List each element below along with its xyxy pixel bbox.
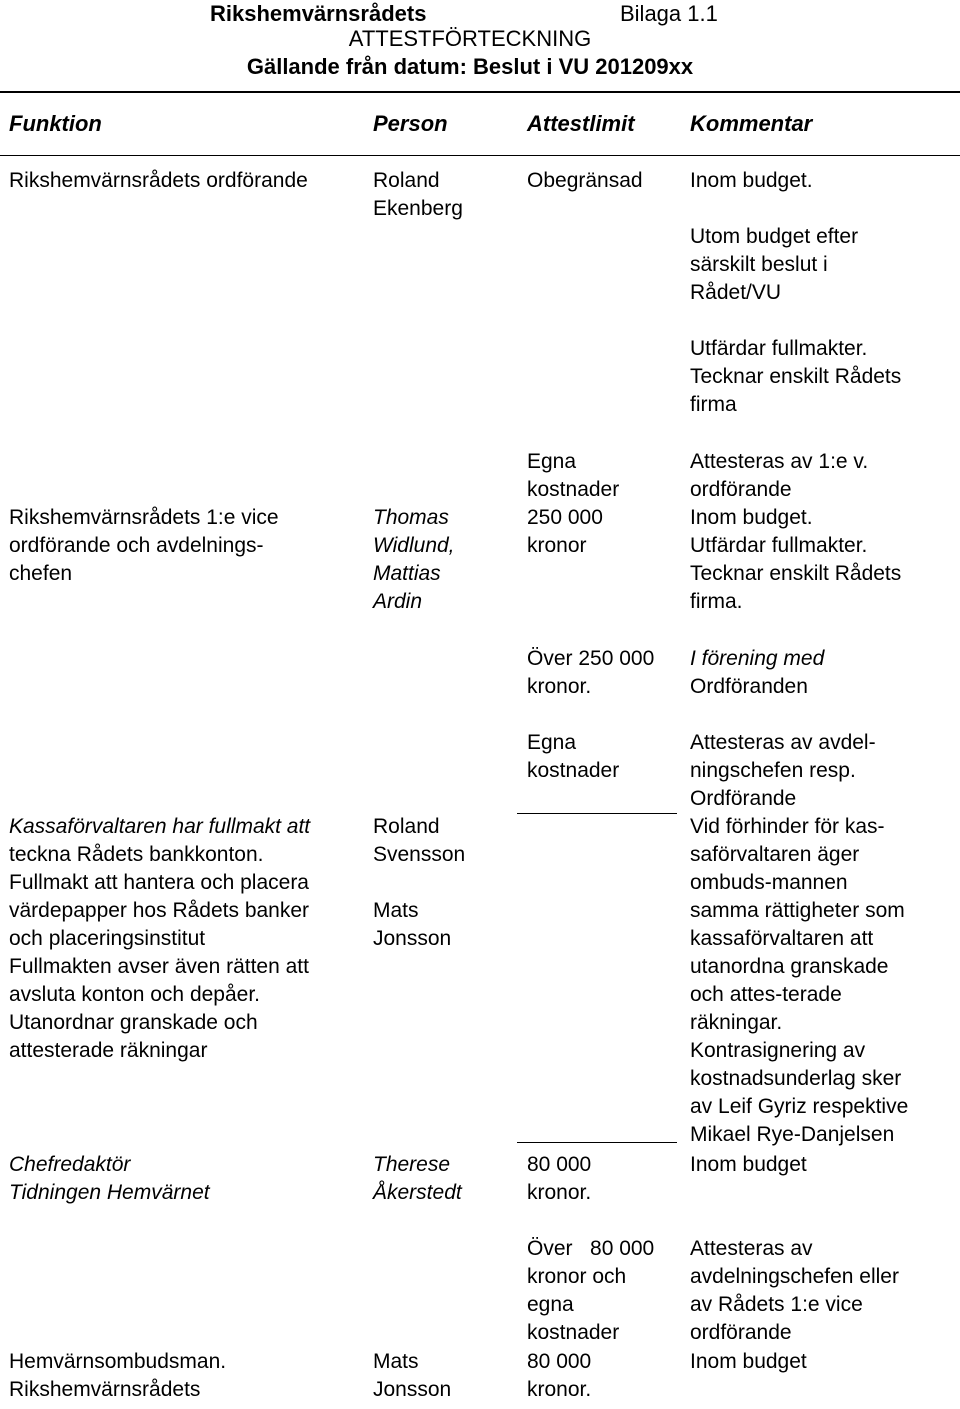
person-line: Widlund, (373, 534, 455, 557)
column-header-function: Funktion (9, 111, 102, 136)
limit-bottom-rule (517, 1142, 677, 1143)
function-line: Rikshemvärnsrådets (9, 1378, 201, 1401)
limit-line: kostnader (527, 759, 620, 782)
comment-line: Ordförande (690, 787, 797, 810)
person-line: Ekenberg (373, 197, 463, 220)
comment-line: firma (690, 393, 737, 416)
limit-line: 80 000 (527, 1350, 592, 1373)
limit-line: kronor (527, 534, 587, 557)
comment-line: Inom budget (690, 1153, 807, 1176)
function-line: chefen (9, 562, 73, 585)
limit-line: egna (527, 1293, 574, 1316)
comment-line: Attesteras av (690, 1237, 813, 1260)
comment-line: Attesteras av avdel- (690, 731, 876, 754)
limit-top-rule (517, 813, 677, 814)
comment-line: Vid förhinder för kas- (690, 815, 885, 838)
person-line: Ardin (373, 590, 423, 613)
person-line: Mattias (373, 562, 441, 585)
comment-line: firma. (690, 590, 743, 613)
column-header-comment: Kommentar (690, 111, 813, 136)
comment-line: Inom budget. (690, 506, 813, 529)
document-title: ATTESTFÖRTECKNING (348, 26, 592, 51)
comment-line: saförvaltaren äger (690, 843, 860, 866)
comment-line: Inom budget. (690, 169, 813, 192)
document-subtitle: Gällande från datum: Beslut i VU 201209xx (246, 54, 694, 79)
comment-line: Tecknar enskilt Rådets (690, 562, 902, 585)
limit-line: kronor. (527, 1378, 592, 1401)
person-line: Therese (373, 1153, 451, 1176)
limit-line: kronor. (527, 675, 592, 698)
comment-line: räkningar. (690, 1011, 783, 1034)
comment-line: Mikael Rye-Danjelsen (690, 1123, 895, 1146)
person-line: Roland (373, 169, 440, 192)
limit-line: Egna (527, 450, 577, 473)
comment-line: och attes-terade (690, 983, 842, 1006)
function-line: attesterade räkningar (9, 1039, 208, 1062)
table-top-rule (0, 91, 960, 93)
person-line: Roland (373, 815, 440, 838)
comment-line: ombuds-mannen (690, 871, 848, 894)
function-line: Fullmakten avser även rätten att (9, 955, 309, 978)
comment-line: Tecknar enskilt Rådets (690, 365, 902, 388)
comment-line: ordförande (690, 478, 792, 501)
person-line: Mats (373, 1350, 419, 1373)
function-line: Tidningen Hemvärnet (9, 1181, 210, 1204)
comment-line: avdelningschefen eller (690, 1265, 899, 1288)
comment-line: av Leif Gyriz respektive (690, 1095, 909, 1118)
comment-line: utanordna granskade (690, 955, 889, 978)
function-line: Utanordnar granskade och (9, 1011, 258, 1034)
comment-line: samma rättigheter som (690, 899, 905, 922)
person-line: Jonsson (373, 1378, 452, 1401)
header-bottom-rule (0, 155, 960, 156)
function-cell: Rikshemvärnsrådets ordförande (9, 169, 308, 192)
comment-line: Utfärdar fullmakter. (690, 337, 868, 360)
function-line: Chefredaktör (9, 1153, 131, 1176)
comment-line: kostnadsunderlag sker (690, 1067, 902, 1090)
function-line: avsluta konton och depåer. (9, 983, 261, 1006)
function-line: Rikshemvärnsrådets 1:e vice (9, 506, 279, 529)
limit-line: Över 80 000 (527, 1237, 655, 1260)
person-line: Svensson (373, 843, 466, 866)
person-line: Thomas (373, 506, 449, 529)
limit-line: 80 000 (527, 1153, 592, 1176)
comment-line: Utom budget efter (690, 225, 859, 248)
function-line: och placeringsinstitut (9, 927, 206, 950)
person-line: Jonsson (373, 927, 452, 950)
limit-line: kostnader (527, 478, 620, 501)
person-line: Åkerstedt (373, 1181, 462, 1204)
limit-line: Över 250 000 (527, 647, 655, 670)
limit-line: Egna (527, 731, 577, 754)
limit-line: kostnader (527, 1321, 620, 1344)
attachment-label: Bilaga 1.1 (620, 1, 718, 26)
limit-line: kronor. (527, 1181, 592, 1204)
comment-line: I förening med (690, 647, 825, 670)
comment-line: Attesteras av 1:e v. (690, 450, 869, 473)
comment-line: Inom budget (690, 1350, 807, 1373)
function-line: värdepapper hos Rådets banker (9, 899, 310, 922)
comment-line: Kontrasignering av (690, 1039, 866, 1062)
comment-line: ningschefen resp. (690, 759, 856, 782)
org-name: Rikshemvärnsrådets (210, 1, 427, 26)
function-line: Fullmakt att hantera och placera (9, 871, 309, 894)
comment-line: av Rådets 1:e vice (690, 1293, 863, 1316)
column-header-person: Person (373, 111, 448, 136)
function-line: teckna Rådets bankkonton. (9, 843, 264, 866)
limit-line: kronor och (527, 1265, 627, 1288)
limit-cell: Obegränsad (527, 169, 643, 192)
comment-line: särskilt beslut i (690, 253, 828, 276)
comment-line: Rådet/VU (690, 281, 782, 304)
comment-line: Utfärdar fullmakter. (690, 534, 868, 557)
comment-line: kassaförvaltaren att (690, 927, 874, 950)
comment-line: ordförande (690, 1321, 792, 1344)
column-header-limit: Attestlimit (527, 111, 635, 136)
limit-line: 250 000 (527, 506, 603, 529)
function-line: ordförande och avdelnings- (9, 534, 264, 557)
function-line: Kassaförvaltaren har fullmakt att (9, 815, 311, 838)
function-line: Hemvärnsombudsman. (9, 1350, 227, 1373)
person-line: Mats (373, 899, 419, 922)
comment-line: Ordföranden (690, 675, 808, 698)
